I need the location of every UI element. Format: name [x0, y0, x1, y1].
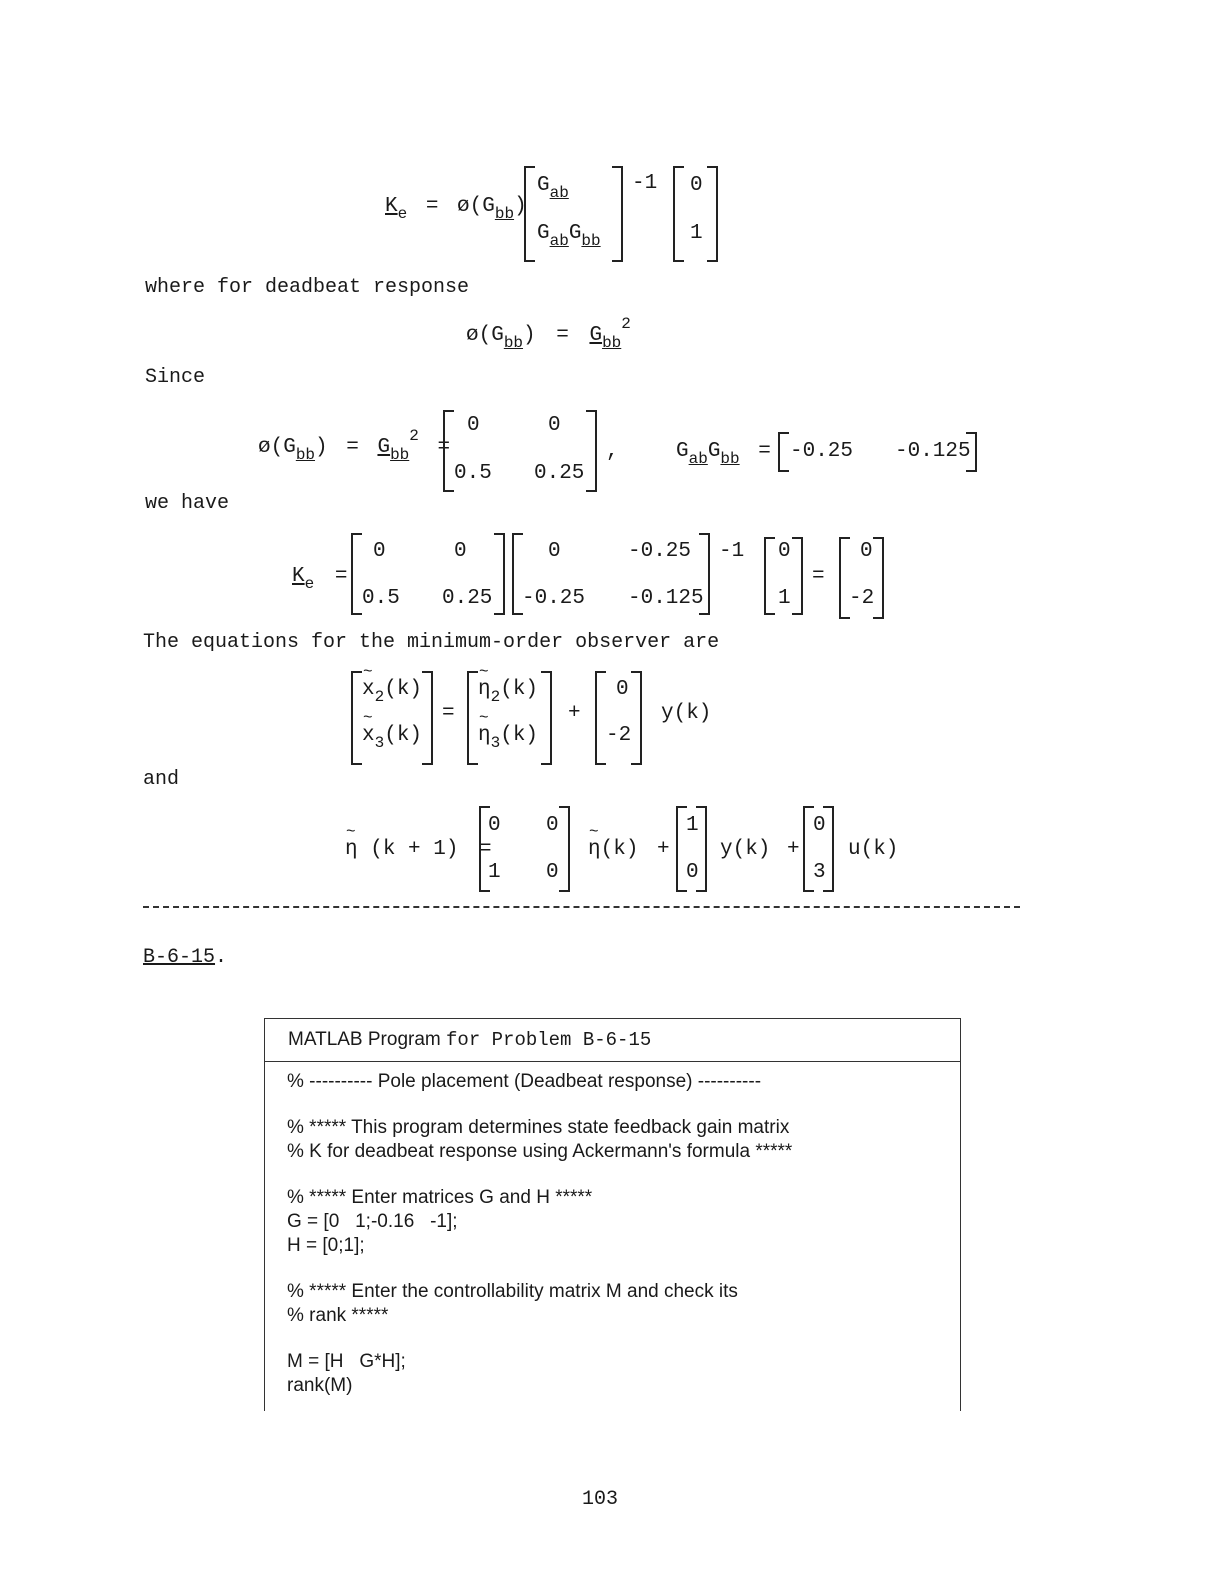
code-line: % ---------- Pole placement (Deadbeat response) ----------: [287, 1071, 762, 1092]
eq3-row-right-bracket: [966, 432, 977, 472]
eq4-exponent: -1: [719, 540, 745, 563]
eq3-row-1: -0.125: [895, 440, 971, 463]
eq3-m-0-1: 0: [548, 414, 561, 437]
text-since: Since: [145, 366, 206, 389]
eq4-result-0: 0: [860, 540, 873, 563]
eq5-vec-right-bracket: [631, 671, 642, 765]
eq5-x3: ~ $x_3(k)$: [362, 724, 422, 747]
eq4-m2-1-1: -0.125: [628, 587, 704, 610]
eq6-vec2-right-bracket: [823, 806, 834, 892]
eq4-m2-1-0: -0.25: [522, 587, 586, 610]
eq4-m1-0-0: 0: [373, 540, 386, 563]
eq5-eta-left-bracket: [467, 671, 478, 765]
eq6-vec2-0: 0: [813, 814, 826, 837]
eq3-product: $G_{ab}G_{bb}$ =: [676, 440, 771, 468]
eq3-lhs: $ø(G_{bb}) = G_{bb}^2$ =: [258, 427, 451, 464]
eq1-vec-0: 0: [690, 174, 703, 197]
problem-label: B-6-15.: [143, 946, 228, 969]
eq4-m1-right-bracket: [494, 533, 505, 615]
code-line: % rank *****: [287, 1305, 389, 1326]
section-divider: [143, 906, 1020, 908]
eq1-vec-right-bracket: [707, 166, 718, 262]
eq4-result-1: -2: [849, 587, 875, 610]
eq3-m-0-0: 0: [467, 414, 480, 437]
eq3-row-left-bracket: [778, 432, 789, 472]
eq4-m1-left-bracket: [351, 533, 362, 615]
code-line: rank(M): [287, 1375, 353, 1396]
eq6-vec2-1: 3: [813, 861, 826, 884]
eq4-equals: =: [812, 565, 825, 588]
eq3-comma: ,: [606, 440, 619, 463]
text-we-have: we have: [145, 492, 230, 515]
eq5-vec-0: 0: [616, 678, 629, 701]
eq6-matrix-right-bracket: [559, 806, 570, 892]
eq6-u: u(k): [848, 838, 899, 861]
matlab-program-header: [265, 1019, 960, 1062]
eq4-m1-0-1: 0: [454, 540, 467, 563]
eq6-vec1-right-bracket: [696, 806, 707, 892]
eq3-matrix-right-bracket: [586, 410, 597, 492]
eq6-vec1-0: 1: [686, 814, 699, 837]
eq4-result-right-bracket: [873, 537, 884, 619]
eq6-m-1-1: 0: [546, 861, 559, 884]
eq6-vec1-1: 0: [686, 861, 699, 884]
eq5-eta-right-bracket: [541, 671, 552, 765]
eq1-vec-left-bracket: [673, 166, 684, 262]
eq4-m2-0-1: -0.25: [628, 540, 692, 563]
matlab-program-title: MATLAB Program for Problem B-6-15: [288, 1029, 652, 1051]
eq6-y-term: y(k) +: [720, 838, 800, 861]
eq5-eta3: ~ $\eta_3(k)$: [478, 724, 538, 747]
eq5-x-right-bracket: [422, 671, 433, 765]
eq5-plus: +: [568, 702, 581, 725]
eq5-vec-1: -2: [606, 724, 632, 747]
eq5-x-left-bracket: [351, 671, 362, 765]
eq1-vec-1: 1: [690, 222, 703, 245]
eq1-matrix-right-bracket: [612, 166, 623, 262]
eq5-x2: ~ $x_2(k)$: [362, 678, 422, 701]
code-line: G = [0 1;-0.16 -1];: [287, 1211, 458, 1232]
eq2: $ø(G_{bb}) = G_{bb}^2$: [466, 315, 631, 352]
eq1-lhs: $K_e$ = $ø(G_{bb})$: [385, 195, 527, 223]
eq1-matrix-bottom: $G_{ab}G_{bb}$: [537, 222, 601, 250]
code-line: % ***** This program determines state feedback gain matrix: [287, 1117, 790, 1138]
eq6-m-0-0: 0: [488, 814, 501, 837]
code-line: % K for deadbeat response using Ackermann's formula *****: [287, 1141, 793, 1162]
eq1-exponent: -1: [632, 172, 658, 195]
eq4-m2-0-0: 0: [548, 540, 561, 563]
eq4-vec-left-bracket: [764, 537, 775, 615]
eq5-vec-left-bracket: [595, 671, 606, 765]
page-number: 103: [582, 1488, 619, 1511]
code-line: H = [0;1];: [287, 1235, 365, 1256]
eq1-matrix-top: $G_{ab}$: [537, 174, 569, 202]
eq4-m2-right-bracket: [699, 533, 710, 615]
eq3-matrix-left-bracket: [443, 410, 454, 492]
eq4-vec-1: 1: [778, 587, 791, 610]
matlab-program-box: [264, 1018, 961, 1411]
eq6-lhs: ~ η (k + 1) =: [345, 838, 492, 861]
code-line: % ***** Enter the controllability matrix M and check its: [287, 1281, 738, 1302]
eq4-m1-1-0: 0.5: [362, 587, 400, 610]
eq4-m1-1-1: 0.25: [442, 587, 493, 610]
eq1-matrix-left-bracket: [524, 166, 535, 262]
eq4-lhs: $K_e$ =: [292, 565, 348, 593]
eq6-m-0-1: 0: [546, 814, 559, 837]
code-line: % ***** Enter matrices G and H *****: [287, 1187, 593, 1208]
eq6-m-1-0: 1: [488, 861, 501, 884]
eq4-vec-0: 0: [778, 540, 791, 563]
code-line: M = [H G*H];: [287, 1351, 406, 1372]
eq6-eta-term: ~ η(k) +: [588, 838, 670, 861]
text-and: and: [143, 768, 180, 791]
text-equations: The equations for the minimum-order observer are: [143, 631, 720, 654]
eq4-vec-right-bracket: [792, 537, 803, 615]
eq5-y: y(k): [661, 702, 712, 725]
eq5-eta2: ~ $\eta_2(k)$: [478, 678, 538, 701]
eq3-m-1-0: 0.5: [454, 462, 492, 485]
eq5-equals: =: [442, 702, 455, 725]
eq3-m-1-1: 0.25: [534, 462, 585, 485]
eq3-row-0: -0.25: [790, 440, 854, 463]
text-where: where for deadbeat response: [145, 276, 470, 299]
